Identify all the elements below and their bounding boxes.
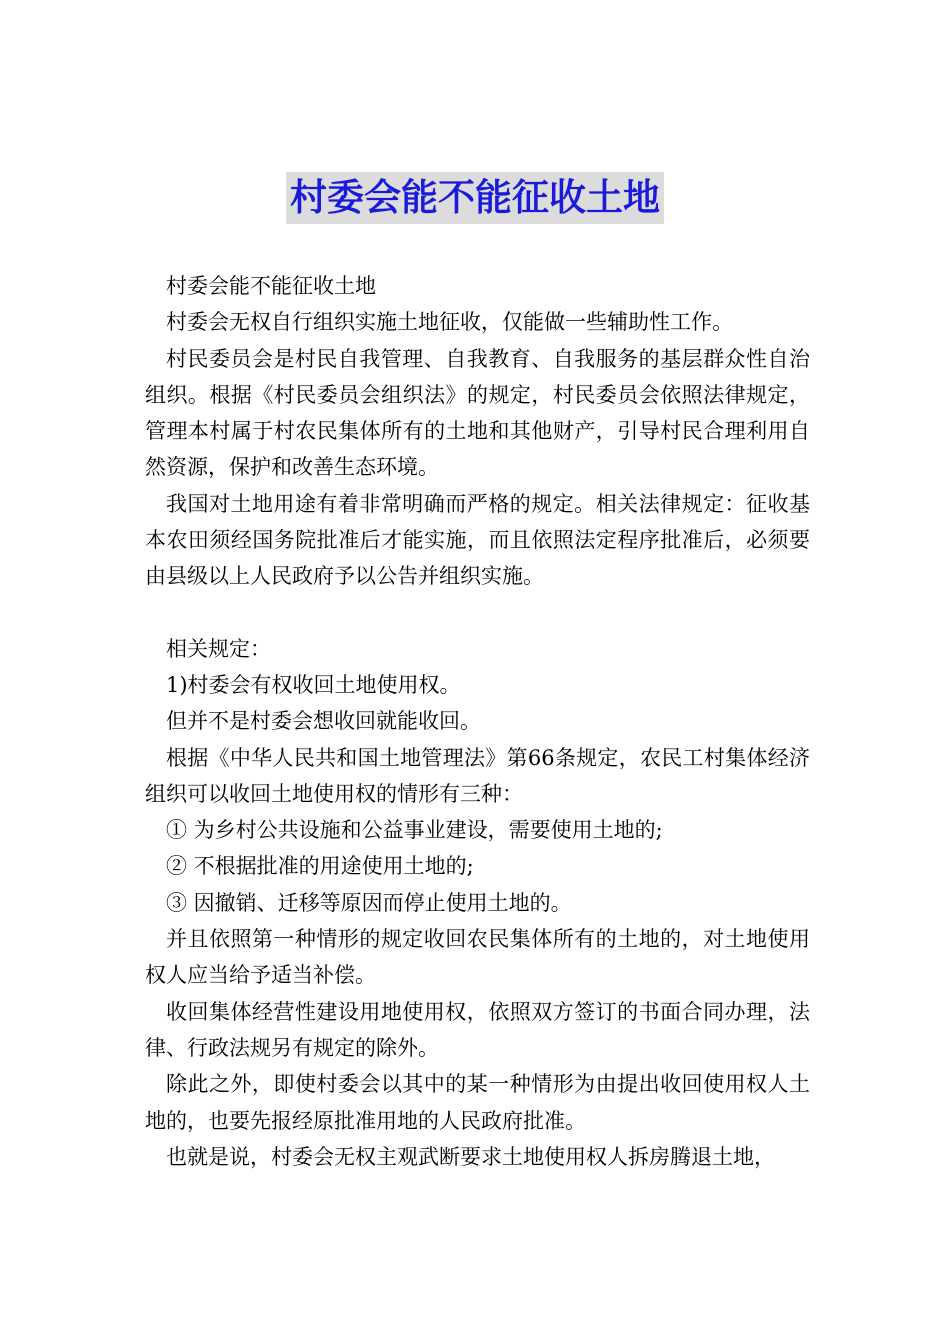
- paragraph: 相关规定：: [166, 636, 271, 661]
- paragraph-spacer: [145, 595, 810, 631]
- paragraph: 根据《中华人民共和国土地管理法》第66条规定，农民工村集体经济组织可以收回土地使用权的情形有三种：: [145, 745, 810, 806]
- document-body: [145, 268, 810, 1175]
- paragraph: 但并不是村委会想收回就能收回。: [166, 709, 481, 734]
- paragraph: 收回集体经营性建设用地使用权，依照双方签订的书面合同办理，法律、行政法规另有规定的除外。: [145, 999, 810, 1060]
- list-item: ① 为乡村公共设施和公益事业建设，需要使用土地的;: [166, 818, 663, 843]
- paragraph: 并且依照第一种情形的规定收回农民集体所有的土地的，对土地使用权人应当给予适当补偿。: [145, 927, 810, 988]
- list-item: ③ 因撤销、迁移等原因而停止使用土地的。: [166, 890, 572, 915]
- paragraph: 村委会无权自行组织实施土地征收，仅能做一些辅助性工作。: [166, 310, 733, 335]
- document-title: 村委会能不能征收土地: [286, 172, 664, 224]
- paragraph: 村委会能不能征收土地: [166, 274, 376, 298]
- paragraph: 我国对土地用途有着非常明确而严格的规定。相关法律规定：征收基本农田须经国务院批准后才能实施，而且依照法定程序批准后，必须要由县级以上人民政府予以公告并组织实施。: [145, 491, 810, 589]
- paragraph: 除此之外，即使村委会以其中的某一种情形为由提出收回使用权人土地的，也要先报经原批准用地的人民政府批准。: [145, 1072, 810, 1133]
- paragraph: 1)村委会有权收回土地使用权。: [166, 672, 461, 697]
- title-container: [0, 172, 950, 224]
- list-item: ② 不根据批准的用途使用土地的;: [166, 854, 474, 879]
- paragraph: 村民委员会是村民自我管理、自我教育、自我服务的基层群众性自治组织。根据《村民委员会组织法》的规定，村民委员会依照法律规定，管理本村属于村农民集体所有的土地和其他财产，引导村民合理利用自然资源，保护和改善生态环境。: [145, 346, 810, 480]
- paragraph: 也就是说，村委会无权主观武断要求土地使用权人拆房腾退土地，: [166, 1144, 775, 1169]
